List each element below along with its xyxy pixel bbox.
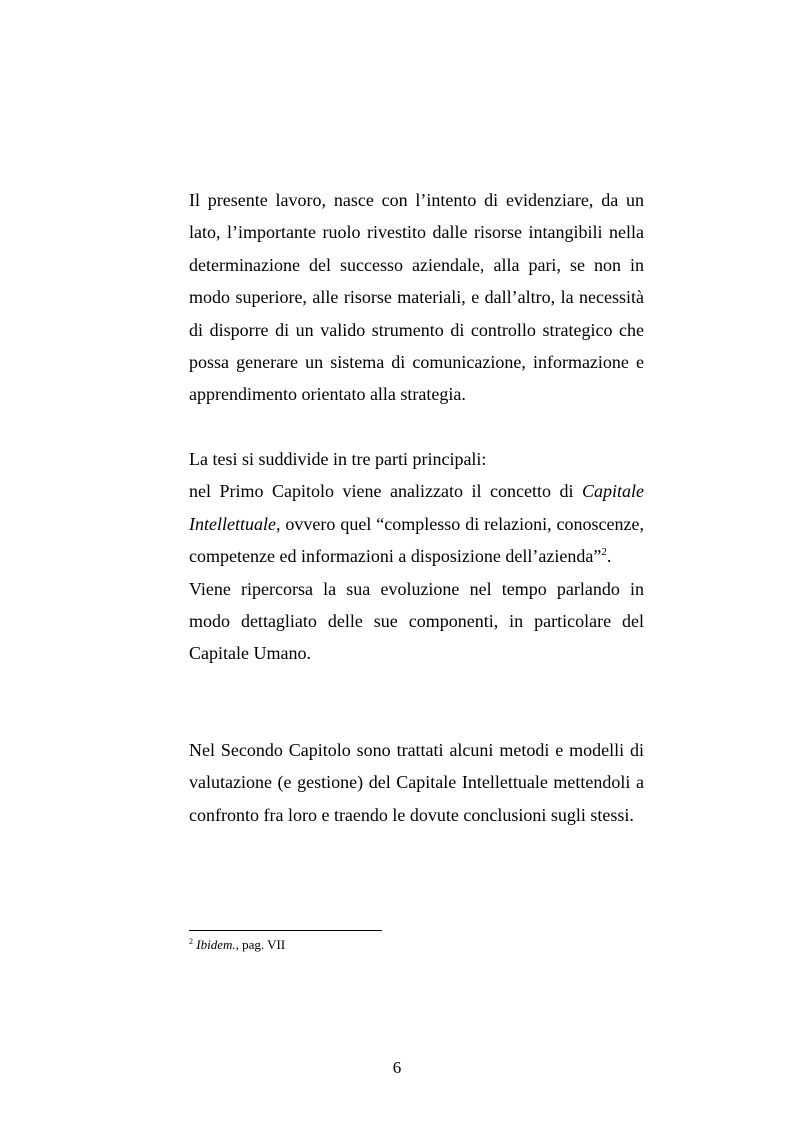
structure-intro: La tesi si suddivide in tre parti principali: — [189, 449, 487, 469]
chapter-one-prefix: nel Primo Capitolo viene analizzato il concetto di — [189, 481, 582, 502]
footnote-number: 2 — [189, 937, 193, 946]
page-number: 6 — [392, 1058, 402, 1077]
footnote-divider — [189, 930, 382, 931]
chapter-one-quote: , ovvero quel “complesso di relazioni, conoscenze, competenze ed informazioni a disposizione dell’azienda” — [189, 513, 644, 567]
chapter-one-term: Capitale Intellettuale — [189, 481, 644, 534]
chapter-two-paragraph: Nel Secondo Capitolo sono trattati alcuni metodi e modelli di valutazione (e gestione) del Capitale Intellettuale mettendoli a confronto fra loro e traendo le dovute conclusioni sugli stessi. — [189, 740, 644, 825]
footnote-page: , pag. VII — [235, 937, 286, 952]
chapter-two-paragraph-block — [189, 734, 644, 831]
chapter-one-evolution: Viene ripercorsa la sua evoluzione nel tempo parlando in modo dettagliato delle sue componenti, in particolare del Capitale Umano. — [189, 578, 644, 664]
chapter-one-description — [189, 475, 644, 572]
footnote-source: Ibidem. — [196, 937, 236, 952]
footnote-reference: 2 — [601, 546, 607, 559]
chapter-one-end: . — [606, 546, 612, 567]
footnote — [189, 936, 285, 954]
structure-paragraph-block — [189, 443, 644, 670]
intro-paragraph-block — [189, 184, 644, 411]
intro-paragraph: Il presente lavoro, nasce con l’intento di evidenziare, da un lato, l’importante ruolo rivestito dalle risorse intangibili nella determinazione del successo aziendale, alla pari, se non in modo superiore, alle risorse materiali, e dall’altro, la necessità di disporre di un valido strumento di controllo strategico che possa generare un sistema di comunicazione, informazione e apprendimento orientato alla strategia. — [189, 190, 644, 405]
